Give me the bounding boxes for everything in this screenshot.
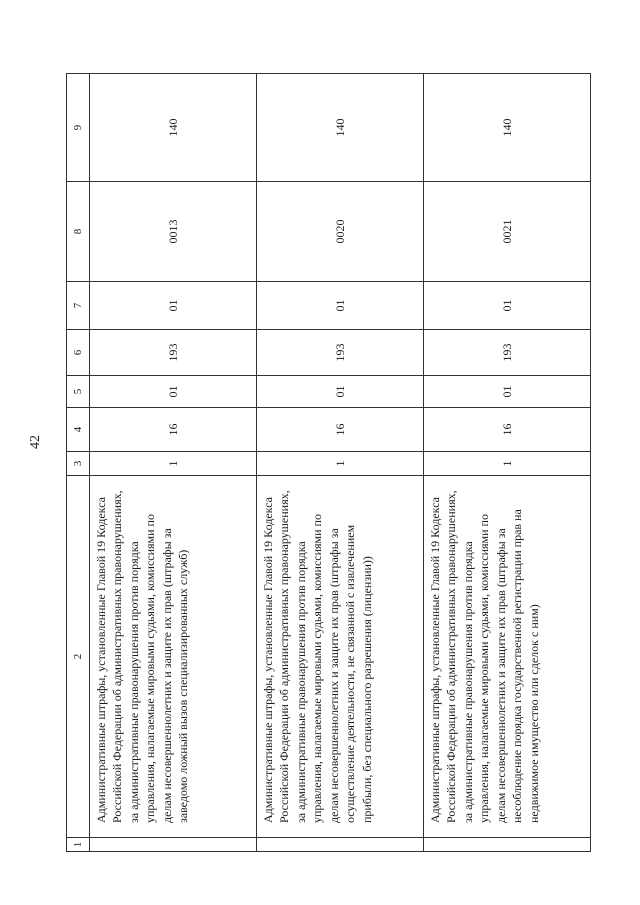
table-row [257, 74, 424, 852]
header-cell-6: 6 [67, 330, 90, 376]
code-cell-9: 140 [424, 74, 591, 182]
budget-classification-table [66, 73, 591, 852]
table-row [424, 74, 591, 852]
code-cell-4: 16 [424, 408, 591, 452]
row-index-cell [424, 838, 591, 852]
header-cell-4: 4 [67, 408, 90, 452]
code-cell-3: 1 [257, 452, 424, 476]
code-cell-7: 01 [424, 282, 591, 330]
code-cell-8: 0013 [90, 182, 257, 282]
code-cell-3: 1 [90, 452, 257, 476]
code-cell-6: 193 [257, 330, 424, 376]
code-cell-5: 01 [257, 376, 424, 408]
code-cell-5: 01 [424, 376, 591, 408]
code-cell-3: 1 [424, 452, 591, 476]
code-cell-8: 0020 [257, 182, 424, 282]
description-cell: Административные штрафы, установленные Главой 19 Кодекса Российской Федерации об административных правонарушениях, за административные правонарушения против порядка управления, налагаемые мировыми судьями, комиссиями по делам несовершеннолетних и защите их прав (штрафы за заведомо ложный вызов специализированных служб) [90, 476, 257, 838]
code-cell-5: 01 [90, 376, 257, 408]
code-cell-9: 140 [257, 74, 424, 182]
description-cell: Административные штрафы, установленные Главой 19 Кодекса Российской Федерации об административных правонарушениях, за административные правонарушения против порядка управления, налагаемые мировыми судьями, комиссиями по делам несовершеннолетних и защите их прав (штрафы за несоблюдение порядка государственной регистрации прав на недвижимое имущество или сделок с ним) [424, 476, 591, 838]
row-index-cell [257, 838, 424, 852]
description-cell: Административные штрафы, установленные Главой 19 Кодекса Российской Федерации об административных правонарушениях, за административные правонарушения против порядка управления, налагаемые мировыми судьями, комиссиями по делам несовершеннолетних и защите их прав (штрафы за осуществление деятельности, не связанной с извлечением прибыли, без специального разрешения (лицензии)) [257, 476, 424, 838]
row-index-cell [90, 838, 257, 852]
code-cell-7: 01 [257, 282, 424, 330]
code-cell-7: 01 [90, 282, 257, 330]
code-cell-6: 193 [424, 330, 591, 376]
header-row [67, 74, 90, 852]
code-cell-6: 193 [90, 330, 257, 376]
header-cell-1: 1 [67, 838, 90, 852]
rotated-table-container [66, 74, 572, 852]
code-cell-4: 16 [257, 408, 424, 452]
code-cell-8: 0021 [424, 182, 591, 282]
header-cell-3: 3 [67, 452, 90, 476]
code-cell-4: 16 [90, 408, 257, 452]
header-cell-8: 8 [67, 182, 90, 282]
header-cell-2: 2 [67, 476, 90, 838]
code-cell-9: 140 [90, 74, 257, 182]
table-row [90, 74, 257, 852]
header-cell-5: 5 [67, 376, 90, 408]
header-cell-9: 9 [67, 74, 90, 182]
header-cell-7: 7 [67, 282, 90, 330]
page-number: 42 [28, 435, 43, 449]
